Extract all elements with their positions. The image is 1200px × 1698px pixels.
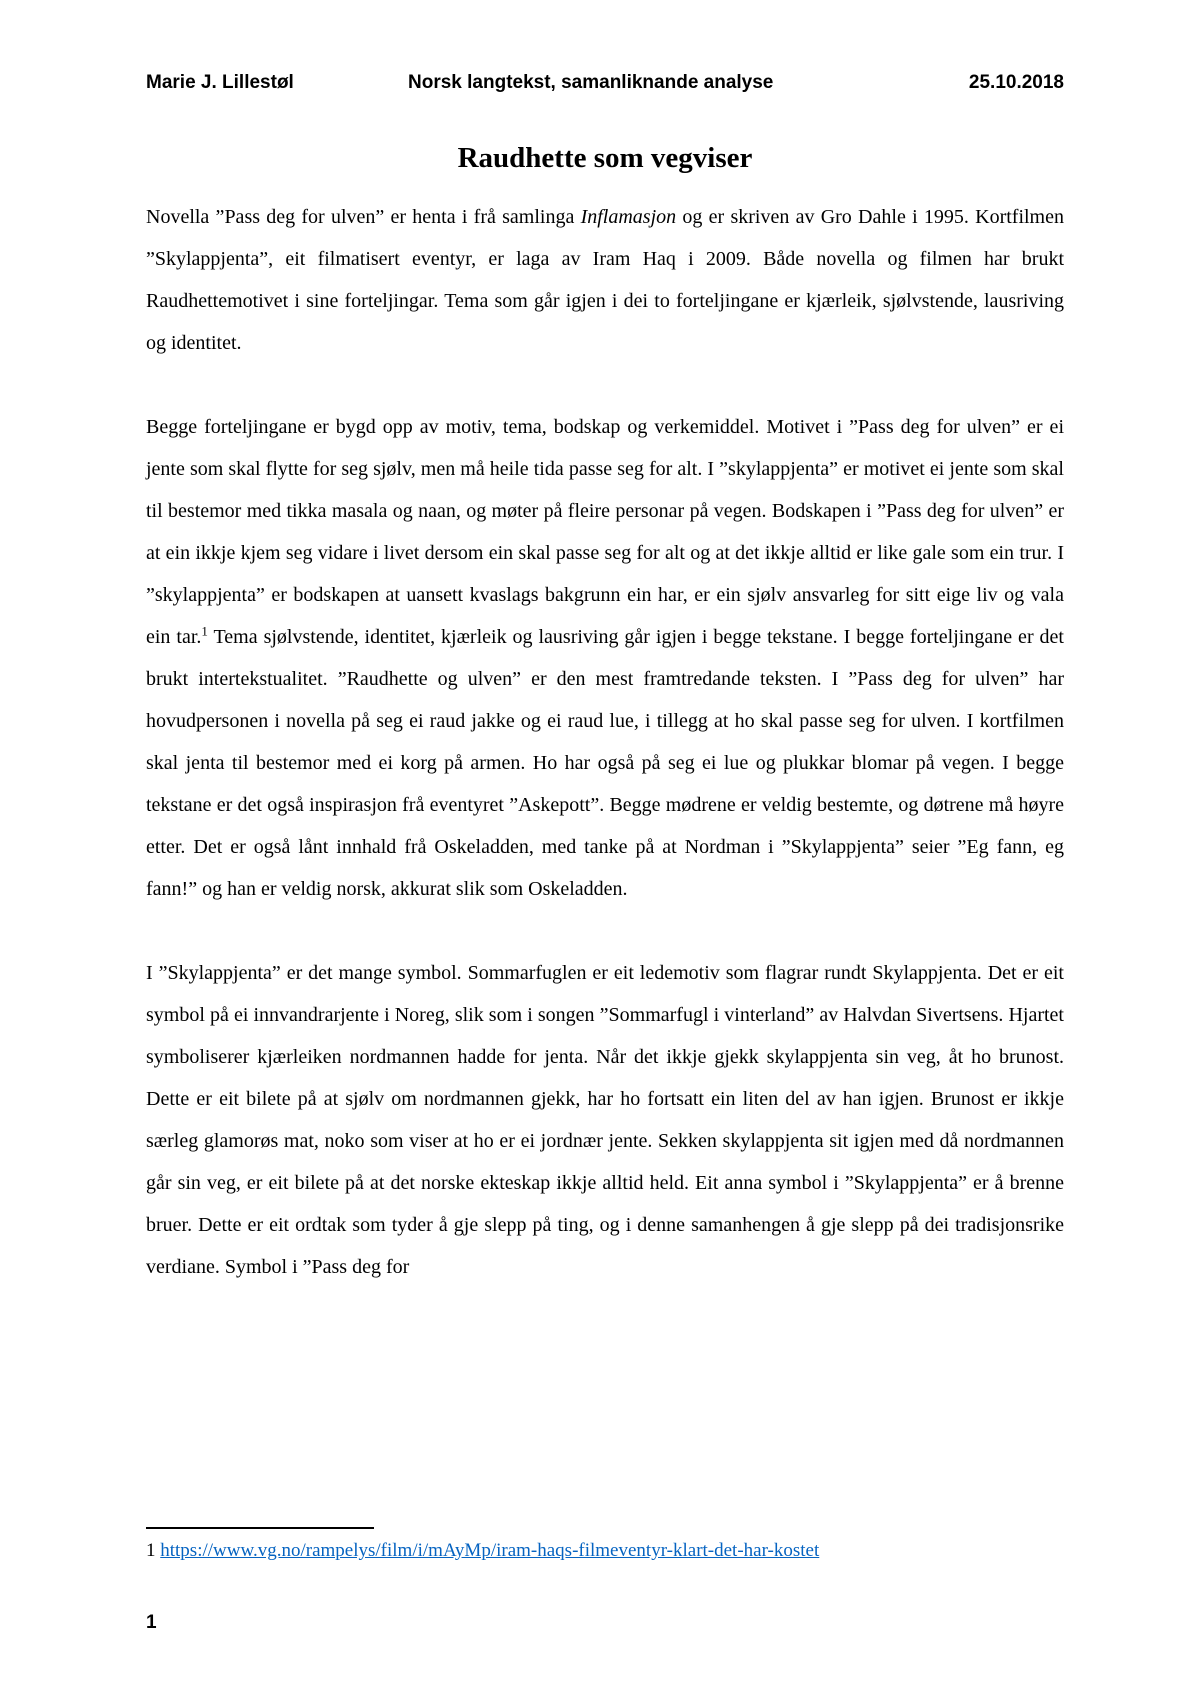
document-body xyxy=(146,196,1064,1288)
header-author: Marie J. Lillestøl xyxy=(146,72,294,93)
italic-book-title: Inflamasjon xyxy=(580,206,677,228)
footnote-separator xyxy=(146,1527,374,1529)
header-course: Norsk langtekst, samanliknande analyse xyxy=(408,72,774,93)
paragraph-text: Novella ”Pass deg for ulven” er henta i frå samlinga xyxy=(146,206,581,228)
page-header xyxy=(146,72,1064,100)
footnote xyxy=(146,1537,1064,1565)
paragraph-text: I ”Skylappjenta” er det mange symbol. Sommarfuglen er eit ledemotiv som flagrar rundt Skylappjenta. Det er eit symbol på ei innvandrarjente i Noreg, slik som i songen ”Sommarfugl i vinterland” av Halvdan Sivertsens. Hjartet symboliserer kjærleiken nordmannen hadde for jenta. Når det ikkje gjekk skylappjenta sin veg, åt ho brunost. Dette er eit bilete på at sjølv om nordmannen gjekk, har ho fortsatt ein liten del av han igjen. Brunost er ikkje særleg glamorøs mat, noko som viser at ho er ei jordnær jente. Sekken skylappjenta sit igjen med då nordmannen går sin veg, er eit bilete på at det norske ekteskap ikkje alltid held. Eit anna symbol i ”Skylappjenta” er å brenne bruer. Dette er eit ordtak som tyder å gje slepp på ting, og i denne samanhengen å gje slepp på dei tradisjonsrike verdiane. Symbol i ”Pass deg for xyxy=(146,962,1064,1278)
paragraph-analysis xyxy=(146,406,1064,910)
paragraph-text: Begge forteljingane er bygd opp av motiv, tema, bodskap og verkemiddel. Motivet i ”Pass deg for ulven” er ei jente som skal flytte for seg sjølv, men må heile tida passe seg for alt. I ”skylappjenta” er motivet ei jente som skal til bestemor med tikka masala og naan, og møter på fleire personar på vegen. Bodskapen i ”Pass deg for ulven” er at ein ikkje kjem seg vidare i livet dersom ein skal passe seg for alt og at det ikkje alltid er like gale som ein trur. I ”skylappjenta” er bodskapen at uansett kvaslags bakgrunn ein har, er ein sjølv ansvarleg for sitt eige liv og vala ein tar. xyxy=(146,416,1064,648)
paragraph-symbols xyxy=(146,952,1064,1288)
page-number: 1 xyxy=(146,1612,157,1633)
footnote-link[interactable]: https://www.vg.no/rampelys/film/i/mAyMp/iram-haqs-filmeventyr-klart-det-har-kostet xyxy=(160,1540,820,1561)
document-title: Raudhette som vegviser xyxy=(457,142,753,174)
header-date: 25.10.2018 xyxy=(968,72,1064,93)
footnote-number: 1 xyxy=(146,1540,156,1561)
footnote-reference[interactable]: 1 xyxy=(201,623,208,639)
paragraph-text: og er skriven av Gro Dahle i 1995. Kortfilmen ”Skylappjenta”, eit filmatisert eventyr, er laga av Iram Haq i 2009. Både novella og filmen har brukt Raudhettemotivet i sine forteljingar. Tema som går igjen i dei to forteljingane er kjærleik, sjølvstende, lausriving og identitet. xyxy=(146,206,1064,354)
paragraph-text: Tema sjølvstende, identitet, kjærleik og lausriving går igjen i begge tekstane. I begge forteljingane er det brukt intertekstualitet. ”Raudhette og ulven” er den mest framtredande teksten. I ”Pass deg for ulven” har hovudpersonen i novella på seg ei raud jakke og ei raud lue, i tillegg at ho skal passe seg for ulven. I kortfilmen skal jenta til bestemor med ei korg på armen. Ho har også på seg ei lue og plukkar blomar på vegen. I begge tekstane er det også inspirasjon frå eventyret ”Askepott”. Begge mødrene er veldig bestemte, og døtrene må høyre etter. Det er også lånt innhald frå Oskeladden, med tanke på at Nordman i ”Skylappjenta” seier ”Eg fann, eg fann!” og han er veldig norsk, akkurat slik som Oskeladden. xyxy=(146,626,1064,900)
paragraph-intro xyxy=(146,196,1064,364)
